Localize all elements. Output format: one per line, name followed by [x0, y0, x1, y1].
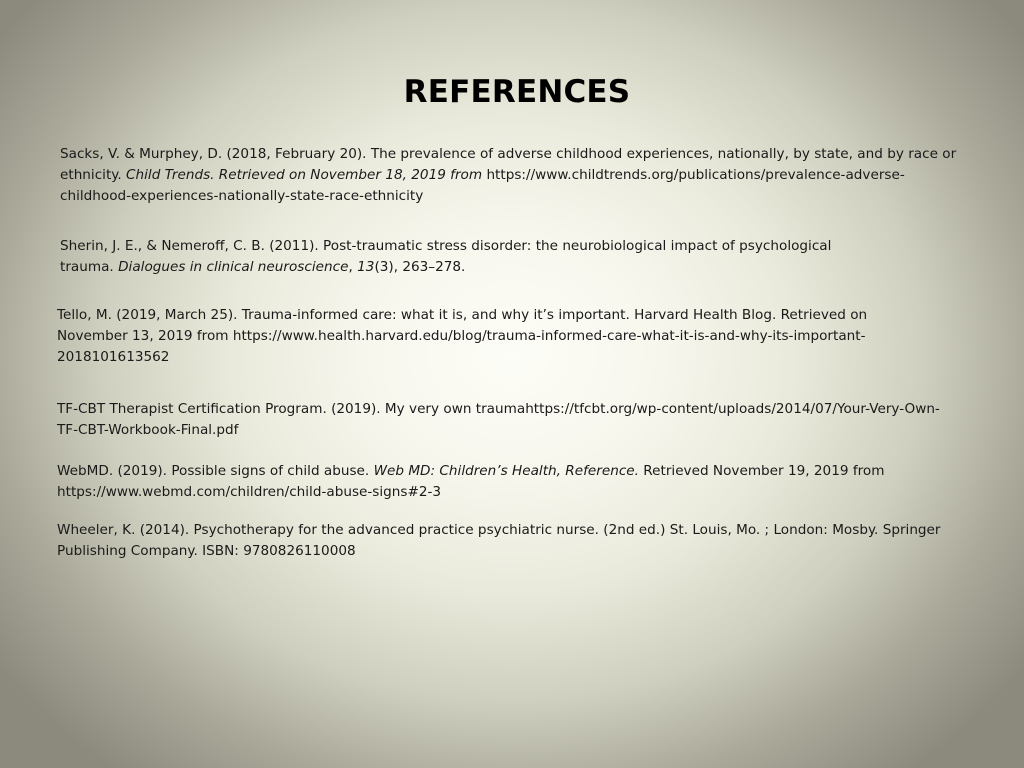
reference-text: WebMD. (2019). Possible signs of child abuse.	[57, 463, 374, 479]
reference-source-italic: Child Trends. Retrieved on November 18, 2019 from	[126, 167, 483, 183]
reference-text: Sacks, V. & Murphey, D. (2018, February 20). The prevalence of adverse childhood experiences, nationally, by state, and by race or ethnicity.	[60, 146, 957, 183]
reference-separator: ,	[348, 259, 358, 275]
reference-webmd	[57, 461, 937, 503]
slide-title: REFERENCES	[403, 74, 631, 110]
reference-source-italic: Web MD: Children’s Health, Reference.	[373, 463, 639, 479]
reference-wheeler	[57, 520, 967, 562]
reference-pages: (3), 263–278.	[374, 259, 466, 275]
reference-text: Tello, M. (2019, March 25). Trauma-informed care: what it is, and why it’s important. Harvard Health Blog. Retrieved on November 13, 2019 from https://www.health.harvard.edu/blog/trauma-informed-care-what-it-is-and-why-its-important-2018101613562	[57, 307, 868, 365]
reference-journal-italic: Dialogues in clinical neuroscience	[118, 259, 349, 275]
reference-text: Wheeler, K. (2014). Psychotherapy for the advanced practice psychiatric nurse. (2nd ed.) St. Louis, Mo. ; London: Mosby. Springer Publishing Company. ISBN: 9780826110008	[57, 522, 941, 559]
reference-url: Retrieved November 19, 2019 from https://www.webmd.com/children/child-abuse-signs#2-3	[57, 463, 885, 500]
reference-tello	[57, 305, 917, 368]
reference-sherin	[60, 236, 860, 278]
reference-sacks	[60, 144, 960, 207]
reference-text: TF-CBT Therapist Certification Program. (2019). My very own traumahttps://tfcbt.org/wp-content/uploads/2014/07/Your-Very-Own-TF-CBT-Workbook-Final.pdf	[57, 401, 940, 438]
reference-url: https://www.childtrends.org/publications/prevalence-adverse-childhood-experiences-nationally-state-race-ethnicity	[60, 167, 905, 204]
reference-volume-italic: 13	[357, 259, 375, 275]
reference-tfcbt	[57, 399, 957, 441]
reference-text: Sherin, J. E., & Nemeroff, C. B. (2011). Post-traumatic stress disorder: the neurobiological impact of psychological trauma.	[60, 238, 832, 275]
